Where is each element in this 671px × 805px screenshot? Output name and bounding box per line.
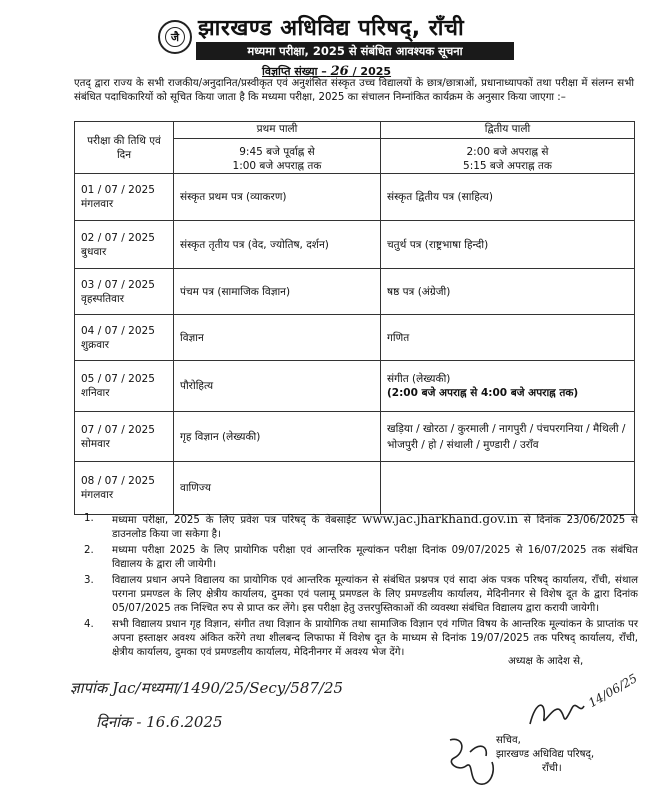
org-title: झारखण्ड अधिविद्य परिषद्, राँची xyxy=(198,16,465,41)
shift1-subject: पंचम पत्र (सामाजिक विज्ञान) xyxy=(174,269,381,315)
memo-number-handwritten: ज्ञापांक Jac/मध्यमा/1490/25/Secy/587/25 xyxy=(70,679,344,697)
row-day: शनिवार xyxy=(81,387,110,399)
row-day: वृहस्पतिवार xyxy=(81,292,125,305)
date-cell xyxy=(75,462,174,515)
exam-schedule-table xyxy=(74,121,635,515)
table-header-row xyxy=(75,122,635,174)
row-date: 08 / 07 / 2025 xyxy=(81,475,155,487)
row-day: सोमवार xyxy=(81,437,110,450)
note-item xyxy=(84,544,638,572)
row-day: बुधवार xyxy=(81,245,107,258)
note-number: 3. xyxy=(84,575,94,586)
row-date: 07 / 07 / 2025 xyxy=(81,423,155,436)
note-item xyxy=(84,574,638,616)
note-number: 1. xyxy=(84,513,94,524)
date-cell xyxy=(75,412,174,462)
date-header: परीक्षा की तिथि एवं दिन xyxy=(75,122,174,174)
table-row xyxy=(75,269,635,315)
shift1-subject: वाणिज्य xyxy=(174,462,381,515)
shift1-title: प्रथम पाली xyxy=(256,123,298,135)
note-item xyxy=(84,512,638,542)
signature-block xyxy=(496,734,594,776)
date-cell xyxy=(75,174,174,221)
shift1-subject: गृह विज्ञान (लेख्यकी) xyxy=(174,412,381,462)
row-day: मंगलवार xyxy=(81,489,114,501)
designation: सचिव, xyxy=(496,735,521,746)
row-day: मंगलवार xyxy=(81,198,114,210)
date-cell xyxy=(75,269,174,315)
shift2-title: द्वितीय पाली xyxy=(484,123,531,135)
signature-date-handwritten: 14/06/25 xyxy=(586,671,640,711)
note-number: 2. xyxy=(84,545,94,556)
secretary-signature xyxy=(526,694,586,732)
shift2-subject: चतुर्थ पत्र (राष्ट्रभाषा हिन्दी) xyxy=(381,221,635,269)
notice-year: / 2025 xyxy=(352,65,392,78)
signature-org: झारखण्ड अधिविद्य परिषद्, xyxy=(496,749,595,760)
notice-prefix: विज्ञप्ति संख्या – xyxy=(262,65,327,78)
row-date: 02 / 07 / 2025 xyxy=(81,231,155,244)
note-text: मध्यमा परीक्षा 2025 के लिए प्रायोगिक परीक्षा एवं आन्तरिक मूल्यांकन परीक्षा दिनांक 09/07/2025 से 16/07/2025 तक संबंधित विद्यालय के द्वारा ली जायेगी। xyxy=(112,545,638,570)
shift1-time-a: 9:45 बजे पूर्वाह्न से xyxy=(174,138,380,159)
notes-list xyxy=(84,512,638,662)
row-date: 03 / 07 / 2025 xyxy=(81,278,155,291)
table-row xyxy=(75,221,635,269)
date-cell xyxy=(75,221,174,269)
table-row xyxy=(75,462,635,515)
row-date: 04 / 07 / 2025 xyxy=(81,324,155,337)
shift2-subject: गणित xyxy=(381,315,635,361)
table-row xyxy=(75,361,635,412)
shift1-time-b: 1:00 बजे अपराह्न तक xyxy=(232,160,322,172)
shift1-subject: संस्कृत प्रथम पत्र (व्याकरण) xyxy=(174,174,381,221)
note-text: सभी विद्यालय प्रधान गृह विज्ञान, संगीत तथा विज्ञान के प्रायोगिक तथा सामाजिक विज्ञान एवं गणित विषय के आन्तरिक मूल्यांकन के प्राप्तांक पर अपना हस्ताक्षर अवश्य अंकित करेंगे तथा शीलबन्द लिफाफा में विशेष दूत के माध्यम से दिनांक 19/07/2025 तक परिषद् कार्यालय, राँची, क्षेत्रीय कार्यालय, दुमका एवं प्रमण्डलीय कार्यालय, मेदिनीनगर में अवश्य भेज देंगे। xyxy=(112,619,638,658)
row-date: 01 / 07 / 2025 xyxy=(81,184,155,196)
shift2-subject: संगीत (लेख्यकी) xyxy=(387,373,451,385)
notice-banner: मध्यमा परीक्षा, 2025 से संबंधित आवश्यक सूचना xyxy=(196,42,514,60)
shift2-subject-cell xyxy=(381,361,635,412)
order-line: अध्यक्ष के आदेश से, xyxy=(508,656,584,667)
shift1-subject: संस्कृत तृतीय पत्र (वेद, ज्योतिष, दर्शन) xyxy=(174,221,381,269)
shift1-header xyxy=(174,122,381,174)
shift2-time-note: (2:00 बजे अपराह्न से 4:00 बजे अपराह्न तक) xyxy=(387,387,579,399)
shift2-time-a: 2:00 बजे अपराह्न से xyxy=(381,138,634,159)
signature-city: राँची। xyxy=(542,763,562,774)
memo-date-handwritten: दिनांक - 16.6.2025 xyxy=(96,713,223,731)
shift1-subject: पौरोहित्य xyxy=(174,361,381,412)
date-cell xyxy=(75,315,174,361)
row-date: 05 / 07 / 2025 xyxy=(81,373,155,385)
note-text: विद्यालय प्रधान अपने विद्यालय का प्रायोगिक एवं आन्तरिक मूल्यांकन से संबंधित प्रश्नपत्र एवं सादा अंक पत्रक परिषद् कार्यालय, राँची, संथाल परगना प्रमण्डल के लिए क्षेत्रीय कार्यालय, दुमका एवं पलामू प्रमण्डल के लिए प्रमण्डलीय कार्यालय, मेदिनीनगर से विशेष दूत के द्वारा दिनांक 05/07/2025 तक निश्चित रुप से प्राप्त कर लेंगे। इस परीक्षा हेतु उत्तरपुस्तिकाओं की व्यवस्था संबंधित विद्यालय द्वारा करायी जायेगी। xyxy=(112,575,638,614)
table-row xyxy=(75,174,635,221)
shift2-subject: संस्कृत द्वितीय पत्र (साहित्य) xyxy=(381,174,635,221)
table-row xyxy=(75,315,635,361)
shift2-subject xyxy=(381,462,635,515)
shift2-header xyxy=(381,122,635,174)
website-link[interactable]: www.jac.jharkhand.gov.in xyxy=(362,512,519,526)
shift2-subject: षष्ठ पत्र (अंग्रेजी) xyxy=(381,269,635,315)
note-text-a: मध्यमा परीक्षा, 2025 के लिए प्रवेश पत्र परिषद् के वेबसाईट xyxy=(112,515,357,526)
board-logo xyxy=(158,20,192,54)
date-cell xyxy=(75,361,174,412)
row-day: शुक्रवार xyxy=(81,338,110,351)
notice-number: 26 xyxy=(330,64,349,79)
shift1-subject: विज्ञान xyxy=(174,315,381,361)
note-number: 4. xyxy=(84,619,94,630)
logo-emblem: जै xyxy=(165,27,185,47)
note-text-b: से दिनांक 23/06/2025 से डाउनलोड किया जा सकेगा है। xyxy=(112,515,638,540)
shift2-subject: खड़िया / खोरठा / कुरमाली / नागपुरी / पंचपरगनिया / मैथिली / भोजपुरी / हो / संथाली / मुण्डारी / उराँव xyxy=(381,412,635,462)
shift2-time-b: 5:15 बजे अपराह्न तक xyxy=(463,160,552,172)
intro-paragraph: एतद् द्वारा राज्य के सभी राजकीय/अनुदानित/प्रस्वीकृत एवं अनुशंसित संस्कृत उच्च विद्यालयों के छात्र/छात्राओं, प्रधानाध्यापकों तथा परीक्षा में संलग्न सभी संबंधित पदाधिकारियों को सूचित किया जाता है कि मध्यमा परीक्षा, 2025 का संचालन निम्नांकित कार्यक्रम के अनुसार किया जाएगा :– xyxy=(74,78,634,103)
table-row xyxy=(75,412,635,462)
